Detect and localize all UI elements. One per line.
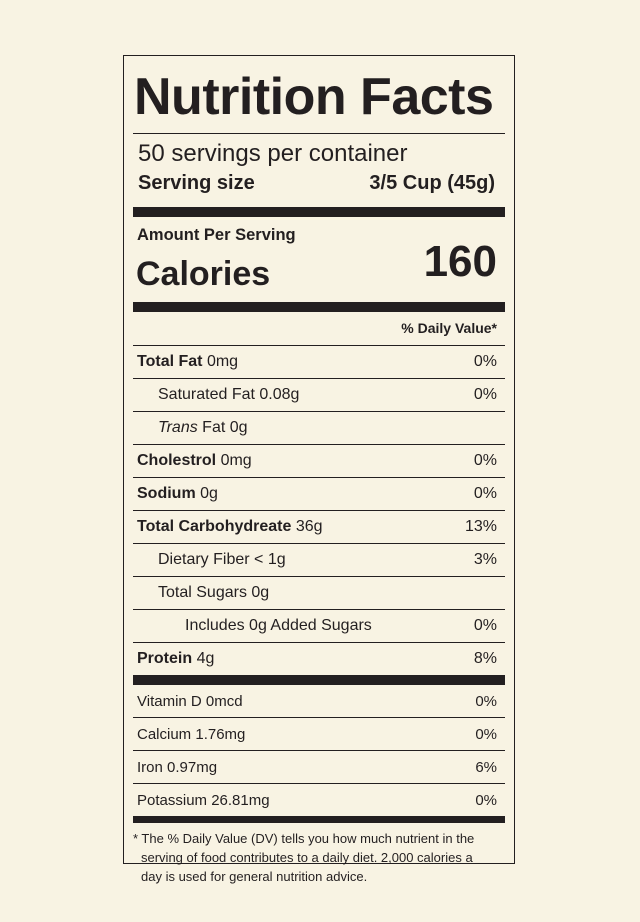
thick-divider (133, 207, 505, 217)
serving-size-row (133, 169, 505, 197)
nutrient-dv: 3% (473, 551, 497, 568)
nutrient-row-trans-fat (133, 411, 505, 444)
nutrient-amount: 4g (196, 650, 215, 667)
vitamin-amount: 0mcd (205, 692, 243, 710)
vitamin-dv: 0% (475, 791, 497, 809)
thick-divider (133, 816, 505, 823)
nutrient-amount: 0g (200, 485, 218, 502)
nutrient-amount: 0g (229, 419, 248, 436)
thick-divider (133, 302, 505, 312)
thick-divider (133, 675, 505, 685)
vitamin-dv: 0% (475, 725, 497, 743)
nutrient-amount: 0g (251, 584, 270, 601)
vitamin-amount: 26.81mg (211, 791, 270, 809)
vitamin-row-iron (133, 750, 505, 783)
nutrient-name: Protein (137, 650, 193, 667)
nutrient-row-total-sugars (133, 576, 505, 609)
calories-value: 160 (423, 237, 497, 286)
nutrient-row-dietary-fiber (133, 543, 505, 576)
footnote-line: * The % Daily Value (DV) tells you how much nutrient in the (133, 831, 475, 846)
nutrient-amount: 0mg (206, 353, 239, 370)
nutrient-dv: 13% (464, 518, 497, 535)
nutrient-name: Total Fat (137, 353, 203, 370)
nutrient-row-sodium (133, 477, 505, 510)
vitamin-amount: 1.76mg (195, 725, 246, 743)
vitamin-name: Iron (137, 758, 163, 776)
nutrient-amount: 0mg (220, 452, 252, 469)
vitamin-name: Calcium (137, 725, 192, 743)
nutrient-name: Saturated Fat (158, 386, 255, 403)
nutrient-name: Total Sugars (158, 584, 247, 601)
nutrient-row-added-sugars (133, 609, 505, 642)
serving-size-label: Serving size (138, 172, 255, 194)
vitamin-name: Vitamin D (137, 692, 202, 710)
nutrient-row-saturated-fat (133, 378, 505, 411)
calories-block (133, 217, 505, 302)
nutrient-row-cholesterol (133, 444, 505, 477)
nutrient-row-total-fat (133, 345, 505, 378)
vitamin-dv: 0% (475, 692, 497, 710)
daily-value-header: % Daily Value* (401, 320, 497, 336)
footnote-line: serving of food contributes to a daily diet. 2,000 calories a (141, 850, 473, 865)
daily-value-footnote (133, 823, 505, 886)
vitamin-row-calcium (133, 717, 505, 750)
vitamin-dv: 6% (475, 758, 497, 776)
nutrient-name: Cholestrol (137, 452, 217, 469)
nutrient-name: Includes 0g Added Sugars (185, 617, 372, 634)
nutrient-name: Total Carbohydreate (137, 518, 292, 535)
nutrient-row-total-carbohydrate (133, 510, 505, 543)
nutrient-amount: 0.08g (259, 386, 300, 403)
vitamin-name: Potassium (137, 791, 208, 809)
nutrient-name: Sodium (137, 485, 196, 502)
nutrient-name: Dietary Fiber (158, 551, 250, 568)
nutrient-name: Trans (158, 419, 198, 436)
vitamin-row-vitamin-d (133, 685, 505, 717)
vitamin-row-potassium (133, 783, 505, 816)
nutrient-dv: 0% (473, 353, 497, 370)
nutrition-facts-label (123, 55, 515, 884)
nutrient-row-protein (133, 642, 505, 675)
nutrient-amount: < 1g (254, 551, 286, 568)
footnote-line: day is used for general nutrition advice. (141, 869, 368, 884)
nutrient-dv: 0% (473, 617, 497, 634)
calories-label: Calories (136, 255, 271, 293)
nutrient-dv: 0% (473, 485, 497, 502)
servings-per-container: 50 servings per container (138, 140, 408, 167)
vitamin-amount: 0.97mg (167, 758, 218, 776)
nutrient-dv: 8% (473, 650, 497, 667)
nutrient-name-suffix: Fat (202, 419, 226, 436)
nutrient-dv: 0% (473, 386, 497, 403)
divider (133, 133, 505, 134)
serving-size-value: 3/5 Cup (45g) (369, 172, 495, 194)
amount-per-serving-label: Amount Per Serving (137, 226, 296, 244)
nutrient-amount: 36g (295, 518, 323, 535)
nutrient-dv: 0% (473, 452, 497, 469)
label-title: Nutrition Facts (134, 68, 494, 126)
